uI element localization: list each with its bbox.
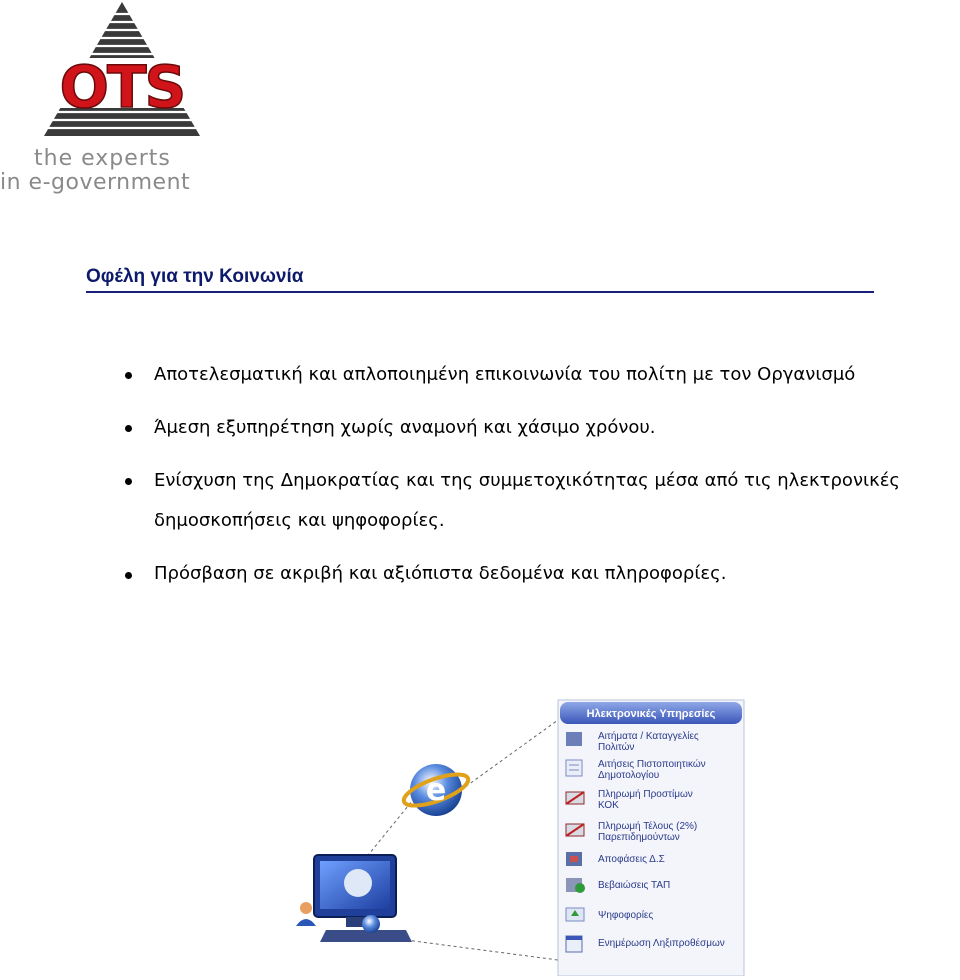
service-item-label: Αποφάσεις Δ.Σ — [598, 854, 665, 865]
list-item: Ενίσχυση της Δημοκρατίας και της συμμετοχικότητας μέσα από τις ηλεκτρονικές — [154, 470, 900, 491]
service-item-tap-certificates[interactable] — [566, 878, 670, 893]
bullet-dot — [125, 478, 132, 485]
service-item-label: Ενημέρωση Ληξιπροθέσμων — [598, 938, 725, 949]
logo-tagline-line2: in e-government — [0, 170, 191, 195]
bullet-dot — [125, 372, 132, 379]
e-services-diagram — [296, 690, 746, 976]
svg-text:e: e — [425, 773, 447, 808]
internet-globe-icon — [400, 764, 471, 816]
service-item-voting[interactable] — [566, 908, 653, 921]
service-item-council-decisions[interactable] — [566, 852, 665, 866]
service-item-label: Ψηφοφορίες — [598, 910, 654, 921]
services-panel — [558, 700, 744, 976]
connector-line — [406, 940, 558, 960]
list-item: Πρόσβαση σε ακριβή και αξιόπιστα δεδομένα και πληροφορίες. — [154, 563, 727, 584]
list-item-continuation: δημοσκοπήσεις και ψηφοφορίες. — [154, 510, 445, 531]
certificate-document-icon — [566, 760, 582, 776]
service-item-label: Πολιτών — [598, 742, 635, 753]
list-item: Αποτελεσματική και απλοποιημένη επικοινωνία του πολίτη με τον Οργανισμό — [154, 364, 856, 385]
service-item-label: Παρεπιδημούντων — [598, 832, 680, 843]
service-item-label: Βεβαιώσεις ΤΑΠ — [598, 880, 671, 891]
service-item-label: Αιτήσεις Πιστοποιητικών — [598, 759, 706, 770]
logo-tagline-line1: the experts — [34, 146, 171, 171]
bullet-dot — [125, 425, 132, 432]
bullet-dot — [125, 572, 132, 579]
section-title: Οφέλη για την Κοινωνία — [86, 266, 304, 287]
connector-line — [461, 720, 558, 790]
service-item-label: Πληρωμή Τέλους (2%) — [598, 821, 698, 832]
service-item-label: Πληρωμή Προστίμων — [598, 789, 693, 800]
logo-brand-text: OTS — [59, 53, 185, 121]
list-item: Άμεση εξυπηρέτηση χωρίς αναμονή και χάσιμο χρόνου. — [154, 417, 656, 438]
complaints-icon — [566, 732, 582, 746]
service-item-label: ΚΟΚ — [598, 800, 619, 811]
ots-logo — [0, 0, 245, 200]
services-panel-title: Ηλεκτρονικές Υπηρεσίες — [586, 708, 716, 720]
title-underline — [86, 291, 874, 293]
computer-monitor-icon — [314, 855, 412, 942]
service-item-label: Δημοτολογίου — [598, 770, 660, 781]
service-item-label: Αιτήματα / Καταγγελίες — [598, 731, 699, 742]
logo-pyramid-icon — [0, 0, 245, 150]
